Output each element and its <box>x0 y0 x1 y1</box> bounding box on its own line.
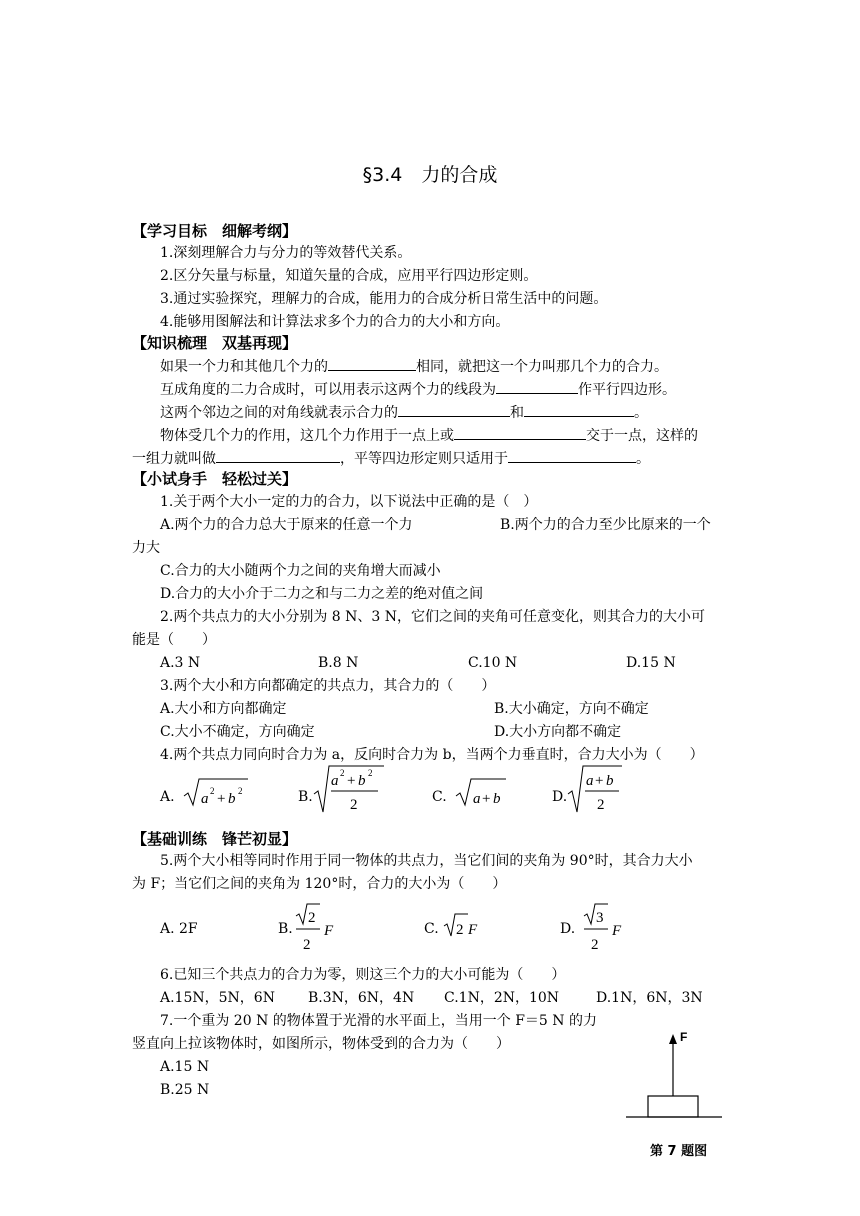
svg-text:F: F <box>468 922 478 938</box>
q2-option-b: B.8 N <box>318 655 359 671</box>
q5-stem: 5.两个大小相等同时作用于同一物体的共点力，当它们间的夹角为 90°时，其合力大小 <box>160 853 693 869</box>
q4-option-c-formula <box>454 776 510 814</box>
svg-text:b: b <box>358 773 366 789</box>
blank <box>524 403 634 417</box>
q4-option-a-formula <box>182 776 252 814</box>
q5-option-d-formula <box>582 900 632 960</box>
knowledge-text: 。 <box>636 451 650 467</box>
q5-option-b-formula <box>294 900 344 960</box>
objective-4: 4.能够用图解法和计算法求多个力的合力的大小和方向。 <box>160 314 510 330</box>
svg-text:a: a <box>586 773 594 789</box>
q6-stem: 6.已知三个共点力的合力为零，则这三个力的大小可能为（ ） <box>160 967 566 983</box>
objective-1: 1.深刻理解合力与分力的等效替代关系。 <box>160 245 412 261</box>
q4-option-b-label: B. <box>298 789 313 805</box>
q3-option-b: B.大小确定，方向不确定 <box>494 701 649 717</box>
section-basic: 【基础训练 锋芒初显】 <box>132 830 298 848</box>
q1-option-a: A.两个力的合力总大于原来的任意一个力 <box>160 517 413 533</box>
q7-option-a: A.15 N <box>160 1059 210 1075</box>
svg-text:F: F <box>324 923 334 939</box>
knowledge-text: 物体受几个力的作用，这几个力作用于一点上或 <box>160 428 454 444</box>
svg-text:b: b <box>606 773 614 789</box>
svg-text:3: 3 <box>596 910 604 926</box>
knowledge-text: ，平等四边形定则只适用于 <box>340 451 508 467</box>
q2-stem: 2.两个共点力的大小分别为 8 N、3 N，它们之间的夹角可任意变化，则其合力的大小可 <box>160 609 706 625</box>
force-arrow-icon <box>669 1034 677 1044</box>
blank <box>216 449 340 463</box>
svg-text:2: 2 <box>308 910 316 926</box>
q5-option-a: A. 2F <box>160 921 198 937</box>
q4-option-a-label: A. <box>160 789 175 805</box>
q5-stem-cont: 为 F；当它们之间的夹角为 120°时，合力的大小为（ ） <box>132 876 507 892</box>
knowledge-text: 和 <box>510 405 524 421</box>
section-tryit: 【小试身手 轻松过关】 <box>132 470 298 488</box>
q4-stem: 4.两个共点力同向时合力为 a，反向时合力为 b，当两个力垂直时，合力大小为（ ） <box>160 747 704 763</box>
knowledge-text: 一组力就叫做 <box>132 451 216 467</box>
section-objectives: 【学习目标 细解考纲】 <box>132 222 298 240</box>
svg-text:2: 2 <box>340 768 345 778</box>
blank <box>454 426 586 440</box>
svg-text:b: b <box>493 791 501 807</box>
q2-stem-cont: 能是（ ） <box>132 632 216 648</box>
q2-option-c: C.10 N <box>468 655 518 671</box>
blank <box>328 357 416 371</box>
q4-option-d-formula <box>566 764 626 820</box>
q3-option-d: D.大小方向都不确定 <box>494 724 622 740</box>
block <box>648 1096 698 1117</box>
q3-option-c: C.大小不确定，方向确定 <box>160 724 315 740</box>
svg-text:+: + <box>217 791 226 807</box>
knowledge-text: 如果一个力和其他几个力的 <box>160 359 328 375</box>
q1-option-c: C.合力的大小随两个力之间的夹角增大而减小 <box>160 563 441 579</box>
svg-text:+: + <box>482 791 491 807</box>
svg-text:2: 2 <box>210 786 215 796</box>
knowledge-text: 交于一点，这样的 <box>586 428 698 444</box>
knowledge-line-4 <box>160 426 698 445</box>
knowledge-text: 作平行四边形。 <box>578 382 676 398</box>
knowledge-line-2 <box>160 380 676 399</box>
objective-2: 2.区分矢量与标量，知道矢量的合成，应用平行四边形定则。 <box>160 268 538 284</box>
knowledge-text: 相同，就把这一个力叫那几个力的合力。 <box>416 359 668 375</box>
knowledge-text: 这两个邻边之间的对角线就表示合力的 <box>160 405 398 421</box>
q6-option-c: C.1N，2N，10N <box>444 990 560 1006</box>
q1-option-b: B.两个力的合力至少比原来的一个 <box>500 517 711 533</box>
q6-option-a: A.15N，5N，6N <box>160 990 275 1006</box>
q5-option-d-label: D. <box>560 921 576 937</box>
svg-text:2: 2 <box>238 786 243 796</box>
svg-text:b: b <box>228 791 236 807</box>
knowledge-line-3 <box>160 403 648 422</box>
q7-figure <box>620 1026 730 1126</box>
q4-option-b-formula <box>312 764 386 820</box>
svg-text:2: 2 <box>597 797 605 813</box>
knowledge-text: 互成角度的二力合成时，可以用表示这两个力的线段为 <box>160 382 496 398</box>
svg-text:2: 2 <box>591 937 599 953</box>
svg-text:2: 2 <box>303 937 311 953</box>
objective-3: 3.通过实验探究，理解力的合成，能用力的合成分析日常生活中的问题。 <box>160 291 608 307</box>
q1-option-d: D.合力的大小介于二力之和与二力之差的绝对值之间 <box>160 586 484 602</box>
q2-option-d: D.15 N <box>626 655 676 671</box>
section-knowledge: 【知识梳理 双基再现】 <box>132 334 298 352</box>
q5-option-c-formula <box>442 910 488 946</box>
q7-stem: 7.一个重为 20 N 的物体置于光滑的水平面上，当用一个 F＝5 N 的力 <box>160 1013 597 1029</box>
q1-stem: 1.关于两个大小一定的力的合力，以下说法中正确的是（ ） <box>160 494 538 510</box>
figure-caption: 第 7 题图 <box>650 1144 708 1159</box>
q7-stem-cont: 竖直向上拉该物体时，如图所示，物体受到的合力为（ ） <box>132 1036 510 1052</box>
svg-text:a: a <box>201 791 209 807</box>
q3-stem: 3.两个大小和方向都确定的共点力，其合力的（ ） <box>160 678 496 694</box>
q1-option-b-cont: 力大 <box>132 540 160 556</box>
knowledge-line-1 <box>160 357 668 376</box>
svg-text:a: a <box>331 773 339 789</box>
q3-option-a: A.大小和方向都确定 <box>160 701 287 717</box>
svg-text:a: a <box>473 791 481 807</box>
q4-option-c-label: C. <box>432 789 447 805</box>
q6-option-b: B.3N，6N，4N <box>308 990 415 1006</box>
q5-option-b-label: B. <box>278 921 293 937</box>
svg-text:+: + <box>595 773 604 789</box>
svg-text:F: F <box>612 923 622 939</box>
q5-option-c-label: C. <box>424 921 439 937</box>
svg-text:+: + <box>347 773 356 789</box>
q6-option-d: D.1N，6N，3N <box>596 990 703 1006</box>
knowledge-line-5 <box>132 449 650 468</box>
svg-text:2: 2 <box>368 768 373 778</box>
blank <box>496 380 578 394</box>
svg-text:2: 2 <box>350 797 358 813</box>
q2-option-a: A.3 N <box>160 655 201 671</box>
blank <box>398 403 510 417</box>
q7-option-b: B.25 N <box>160 1082 210 1098</box>
page-title: §3.4 力的合成 <box>362 164 498 186</box>
q4-option-d-label: D. <box>552 789 568 805</box>
blank <box>508 449 636 463</box>
svg-text:2: 2 <box>456 922 464 938</box>
force-label: F <box>680 1030 688 1044</box>
knowledge-text: 。 <box>634 405 648 421</box>
